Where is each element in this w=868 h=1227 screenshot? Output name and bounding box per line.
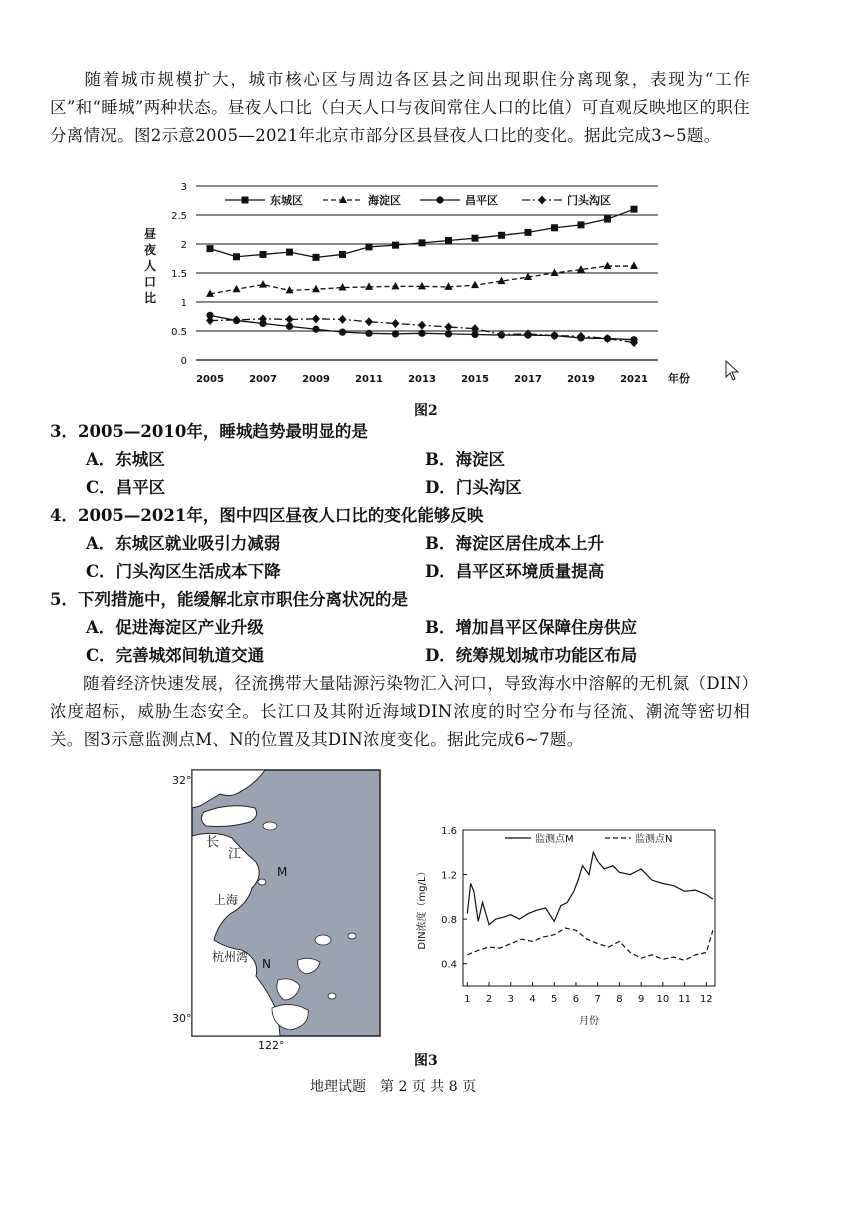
legend-label: 门头沟区	[567, 194, 611, 207]
question-4-option-d: D．昌平区环境质量提高	[425, 562, 605, 581]
island	[328, 993, 336, 999]
series-line-海淀区	[210, 266, 634, 294]
data-point	[312, 285, 320, 293]
legend-label: 监测点M	[535, 834, 574, 845]
data-point	[472, 235, 479, 242]
data-point	[604, 262, 612, 270]
x-tick-label: 2013	[408, 374, 436, 385]
x-tick-label: 8	[616, 994, 623, 1005]
x-tick-label: 2	[485, 994, 493, 1005]
question-3-option-c: C．昌平区	[86, 478, 166, 497]
data-point	[525, 229, 532, 236]
data-point	[419, 239, 426, 246]
data-point	[551, 269, 559, 277]
data-point	[551, 331, 559, 340]
x-tick-label: 2005	[196, 374, 224, 385]
data-point	[631, 206, 638, 213]
data-point	[233, 253, 240, 260]
question-5-option-c: C．完善城郊间轨道交通	[86, 646, 265, 665]
x-tick-label: 7	[594, 994, 601, 1005]
island	[263, 822, 277, 830]
figure-3-caption: 图3	[414, 1053, 438, 1069]
x-tick-label: 11	[678, 994, 691, 1005]
y-tick-label: 2	[180, 240, 187, 251]
question-4-stem: 4．2005—2021年，图中四区昼夜人口比的变化能够反映	[50, 506, 484, 525]
series-line-监测点N	[467, 928, 712, 960]
legend-label: 海淀区	[368, 194, 401, 207]
y-axis-label-char: 口	[143, 275, 157, 289]
question-5-stem: 5．下列措施中，能缓解北京市职住分离状况的是	[50, 590, 408, 609]
intro-1-text: 随着城市规模扩大，城市核心区与周边各区县之间出现职住分离现象，表现为“工作区”和“睡城”两种状态。昼夜人口比（白天人口与夜间常住人口的比值）可直观反映地区的职住分离情况。图2示意2005—2021年北京市部分区县昼夜人口比的变化。据此完成3~5题。	[50, 70, 750, 145]
station-n-label: N	[262, 957, 271, 971]
y-axis-label-char: 昼	[143, 227, 157, 241]
legend-marker	[538, 196, 546, 205]
series-line-监测点M	[467, 852, 712, 924]
lat-top-label: 32°	[172, 774, 192, 787]
y-tick-label: 0	[180, 356, 187, 367]
data-point	[233, 285, 241, 293]
data-point	[260, 251, 267, 258]
data-point	[365, 317, 373, 326]
data-point	[339, 329, 346, 336]
y-axis-label-char: 比	[143, 291, 157, 305]
data-point	[392, 319, 400, 328]
plot-frame	[463, 830, 715, 986]
y-tick-label: 0.4	[441, 959, 457, 971]
data-point	[259, 280, 267, 288]
x-tick-label: 6	[572, 994, 580, 1005]
legend-label: 监测点N	[635, 834, 673, 845]
y-tick-label: 3	[180, 182, 187, 193]
y-axis-label-char: 夜	[143, 243, 157, 257]
x-tick-label: 2021	[620, 374, 648, 385]
island	[315, 935, 331, 945]
question-4-option-c: C．门头沟区生活成本下降	[86, 562, 281, 581]
data-point	[365, 330, 372, 337]
x-axis-label: 年份	[668, 372, 690, 385]
data-point	[418, 330, 425, 337]
question-3-option-b: B．海淀区	[425, 450, 505, 469]
question-4-option-b: B．海淀区居住成本上升	[425, 534, 604, 553]
data-point	[392, 282, 400, 290]
data-point	[418, 321, 426, 330]
data-point	[630, 262, 638, 270]
data-point	[286, 249, 293, 256]
river-label-1: 长	[206, 835, 220, 850]
y-tick-label: 1.5	[171, 269, 187, 280]
y-axis-label-char: 人	[143, 259, 157, 273]
data-point	[471, 324, 479, 333]
data-point	[313, 254, 320, 261]
y-tick-label: 0.5	[171, 327, 187, 338]
data-point	[365, 282, 373, 290]
y-tick-label: 1	[180, 298, 187, 309]
question-3-stem: 3．2005—2010年，睡城趋势最明显的是	[50, 422, 368, 441]
x-tick-label: 2015	[461, 374, 489, 385]
hangzhou-bay-label: 杭州湾	[212, 950, 249, 964]
figure-2-caption: 图2	[414, 403, 438, 419]
legend-label: 东城区	[270, 194, 303, 207]
x-tick-label: 12	[699, 994, 713, 1005]
x-tick-label: 2011	[355, 374, 383, 385]
y-tick-label: 1.6	[441, 826, 457, 837]
x-tick-label: 9	[637, 994, 645, 1005]
question-5-option-d: D．统筹规划城市功能区布局	[425, 646, 638, 665]
river-label-2: 江	[228, 847, 242, 862]
data-point	[392, 242, 399, 249]
question-5-option-a: A．促进海淀区产业升级	[86, 618, 264, 637]
mouse-cursor-icon	[725, 360, 741, 382]
data-point	[445, 322, 453, 331]
intro-paragraph-2	[50, 670, 750, 754]
island	[348, 933, 356, 939]
data-point	[498, 232, 505, 239]
data-point	[604, 334, 612, 343]
data-point	[418, 282, 426, 290]
data-point	[578, 221, 585, 228]
data-point	[392, 330, 399, 337]
data-point	[445, 237, 452, 244]
figure-3-chart	[405, 818, 725, 1030]
data-point	[312, 314, 320, 323]
question-4-option-a: A．东城区就业吸引力减弱	[86, 534, 281, 553]
data-point	[471, 281, 479, 289]
legend-marker	[339, 196, 347, 204]
figure-3-map	[160, 764, 390, 1054]
data-point	[233, 315, 241, 324]
x-axis-label: 月份	[579, 1016, 599, 1027]
shanghai-label: 上海	[214, 893, 239, 907]
lon-label: 122°	[258, 1039, 285, 1052]
x-tick-label: 10	[656, 994, 670, 1005]
data-point	[286, 315, 294, 324]
data-point	[366, 243, 373, 250]
intro-paragraph-1	[50, 66, 750, 150]
x-tick-label: 2019	[567, 374, 595, 385]
x-tick-label: 4	[529, 994, 536, 1005]
question-3-option-d: D．门头沟区	[425, 478, 522, 497]
figure-2-chart	[130, 176, 700, 391]
x-tick-label: 3	[507, 994, 514, 1005]
x-tick-label: 2007	[249, 374, 277, 385]
data-point	[339, 251, 346, 258]
y-tick-label: 1.2	[441, 870, 457, 882]
question-5-option-b: B．增加昌平区保障住房供应	[425, 618, 637, 637]
data-point	[604, 216, 611, 223]
data-point	[339, 283, 347, 291]
data-point	[551, 224, 558, 231]
data-point	[312, 326, 319, 333]
y-tick-label: 0.8	[441, 915, 457, 927]
page-footer: 地理试题 第 2 页 共 8 页	[310, 1079, 477, 1095]
intro-2-text: 随着经济快速发展，径流携带大量陆源污染物汇入河口，导致海水中溶解的无机氮（DIN）浓度超标，威胁生态安全。长江口及其附近海域DIN浓度的时空分布与径流、潮流等密切相关。图3示意监测点M、N的位置及其DIN浓度变化。据此完成6~7题。	[50, 674, 750, 749]
series-line-东城区	[210, 209, 634, 257]
question-3-option-a: A．东城区	[86, 450, 165, 469]
x-tick-label: 1	[464, 994, 471, 1005]
y-axis-label: DIN浓度（mg/L）	[417, 866, 428, 950]
data-point	[339, 315, 347, 324]
legend-marker	[436, 196, 443, 203]
y-tick-label: 2.5	[171, 211, 187, 222]
data-point	[207, 245, 214, 252]
island	[258, 879, 266, 885]
lat-bottom-label: 30°	[172, 1012, 192, 1025]
station-m-label: M	[277, 865, 288, 879]
x-tick-label: 5	[551, 994, 558, 1005]
x-tick-label: 2017	[514, 374, 542, 385]
legend-marker	[242, 197, 249, 204]
legend-label: 昌平区	[465, 194, 498, 207]
x-tick-label: 2009	[302, 374, 330, 385]
